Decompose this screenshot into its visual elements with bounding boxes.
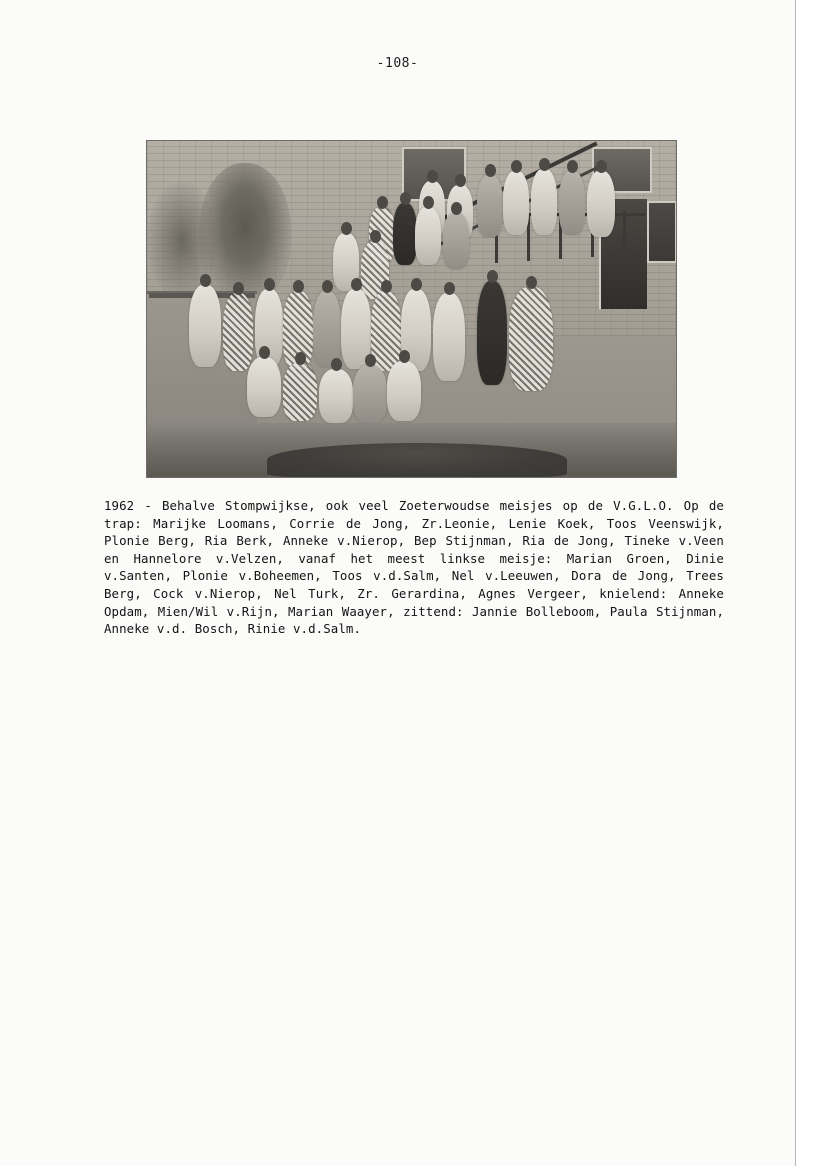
nun-figure bbox=[393, 203, 417, 265]
person-figure bbox=[559, 171, 585, 235]
person-figure bbox=[433, 293, 465, 381]
head-shape bbox=[259, 346, 270, 359]
photo-caption bbox=[104, 497, 724, 638]
head-shape bbox=[399, 350, 410, 363]
head-shape bbox=[377, 196, 388, 209]
group-photograph bbox=[146, 140, 677, 478]
head-shape bbox=[293, 280, 304, 293]
person-figure bbox=[531, 169, 557, 235]
person-figure bbox=[477, 175, 503, 237]
person-figure bbox=[353, 365, 387, 423]
page-number: -108- bbox=[376, 56, 419, 71]
railing-post bbox=[623, 211, 626, 259]
caption-text: 1962 - Behalve Stompwijkse, ook veel Zoeterwoudse meisjes op de V.G.L.O. Op de trap: Marijke Loomans, Corrie de Jong, Zr.Leonie, Lenie Koek, Toos Veenswijk, Plonie Berg, Ria Berk, Anneke v.Nierop, Bep Stijnman, Ria de Jong, Tineke v.Veen en Hannelore v.Velzen, vanaf het meest linkse meisje: Marian Groen, Dinie v.Santen, Plonie v.Boheemen, Toos v.d.Salm, Nel v.Leeuwen, Dora de Jong, Trees Berg, Cock v.Nierop, Nel Turk, Zr. Gerardina, Agnes Vergeer, knielend: Anneke Opdam, Mien/Wil v.Rijn, Marian Waayer, zittend: Jannie Bolleboom, Paula Stijnman, Anneke v.d. Bosch, Rinie v.d.Salm. bbox=[104, 498, 724, 637]
person-figure bbox=[443, 213, 469, 269]
head-shape bbox=[341, 222, 352, 235]
head-shape bbox=[487, 270, 498, 283]
person-figure bbox=[247, 357, 281, 417]
head-shape bbox=[295, 352, 306, 365]
window-far-right bbox=[647, 201, 677, 263]
person-figure bbox=[319, 369, 353, 423]
foreground-shrub bbox=[267, 443, 567, 477]
head-shape bbox=[451, 202, 462, 215]
head-shape bbox=[233, 282, 244, 295]
person-figure bbox=[371, 291, 401, 371]
head-shape bbox=[322, 280, 333, 293]
person-figure bbox=[387, 361, 421, 421]
person-figure bbox=[587, 171, 615, 237]
head-shape bbox=[264, 278, 275, 291]
head-shape bbox=[455, 174, 466, 187]
head-shape bbox=[400, 192, 411, 205]
head-shape bbox=[381, 280, 392, 293]
head-shape bbox=[351, 278, 362, 291]
head-shape bbox=[365, 354, 376, 367]
head-shape bbox=[444, 282, 455, 295]
head-shape bbox=[423, 196, 434, 209]
head-shape bbox=[526, 276, 537, 289]
person-figure bbox=[283, 363, 317, 421]
head-shape bbox=[511, 160, 522, 173]
person-figure bbox=[189, 285, 221, 367]
head-shape bbox=[331, 358, 342, 371]
person-figure bbox=[223, 293, 253, 371]
head-shape bbox=[200, 274, 211, 287]
person-figure bbox=[509, 287, 553, 391]
person-figure bbox=[503, 171, 529, 235]
nun-figure bbox=[477, 281, 507, 385]
scan-right-margin bbox=[796, 0, 825, 1166]
head-shape bbox=[427, 170, 438, 183]
head-shape bbox=[370, 230, 381, 243]
head-shape bbox=[485, 164, 496, 177]
head-shape bbox=[567, 160, 578, 173]
head-shape bbox=[539, 158, 550, 171]
person-figure bbox=[313, 291, 341, 367]
head-shape bbox=[411, 278, 422, 291]
person-figure bbox=[415, 207, 441, 265]
head-shape bbox=[596, 160, 607, 173]
